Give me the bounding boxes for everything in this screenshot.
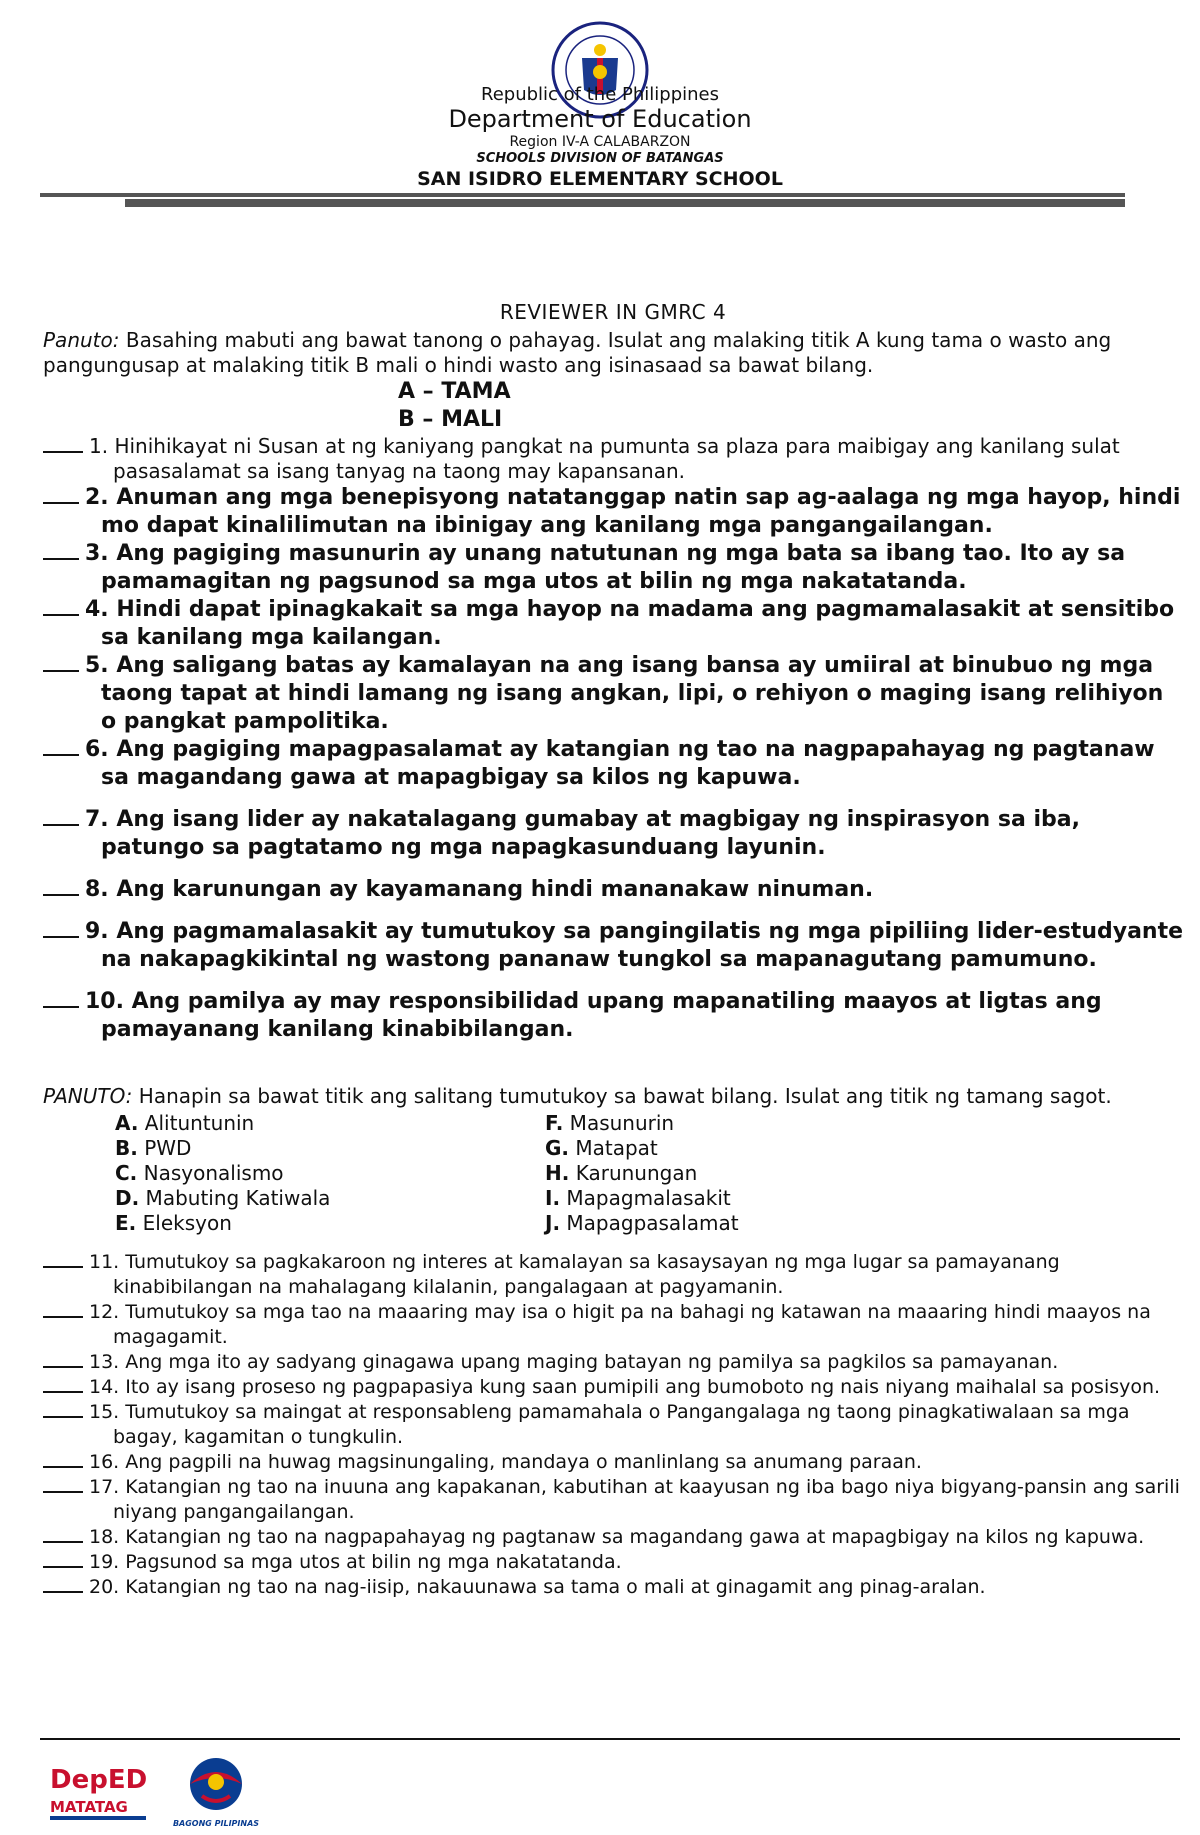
question-item: 5. Ang saligang batas ay kamalayan na ang isang bansa ay umiiral at binubuo ng mga taong tapat at hindi lamang ng isang angkan, lipi, o rehiyon o maging isang relihiyon o pangkat pampolitika. (43, 652, 1183, 736)
answer-blank[interactable] (43, 670, 79, 672)
question-item: 1. Hinihikayat ni Susan at ng kaniyang pangkat na pumunta sa plaza para maibigay ang kanilang sulat pasasalamat sa isang tanyag na taong may kapansanan. (43, 434, 1183, 484)
answer-blank[interactable] (43, 1266, 83, 1268)
question-item: 10. Ang pamilya ay may responsibilidad upang mapanatiling maayos at ligtas ang pamayanang kanilang kinabibilangan. (43, 988, 1183, 1044)
region-line: Region IV-A CALABARZON (509, 134, 691, 150)
question-item: 8. Ang karunungan ay kayamanang hindi mananakaw ninuman. (43, 876, 1183, 904)
question-item: 19. Pagsunod sa mga utos at bilin ng mga nakatatanda. (43, 1550, 1183, 1575)
choice-item: F. Masunurin (545, 1111, 675, 1135)
question-item: 13. Ang mga ito ay sadyang ginagawa upang maging batayan ng pamilya sa pagkilos sa pamayanan. (43, 1350, 1183, 1375)
matatag-text: MATATAG (50, 1798, 128, 1816)
answer-blank[interactable] (43, 1591, 83, 1593)
choice-item: H. Karunungan (545, 1161, 698, 1185)
question-item: 12. Tumutukoy sa mga tao na maaaring may isa o higit pa na bahagi ng katawan na maaaring hindi maayos na magagamit. (43, 1300, 1183, 1350)
choice-item: J. Mapagpasalamat (545, 1211, 739, 1235)
answer-blank[interactable] (43, 1541, 83, 1543)
question-item: 7. Ang isang lider ay nakatalagang gumabay at magbigay ng inspirasyon sa iba, patungo sa pagtatamo ng mga napagkasunduang layunin. (43, 806, 1183, 862)
answer-blank[interactable] (43, 1491, 83, 1493)
choice-item: G. Matapat (545, 1136, 658, 1160)
division-line: SCHOOLS DIVISION OF BATANGAS (476, 151, 724, 166)
republic-line: Republic of the Philippines (481, 84, 719, 105)
answer-blank[interactable] (43, 936, 79, 938)
deped-logo-text: DepED (50, 1765, 148, 1795)
header-divider (40, 193, 1125, 197)
legend-b: B – MALI (398, 407, 503, 432)
question-item: 3. Ang pagiging masunurin ay unang natutunan ng mga bata sa ibang tao. Ito ay sa pamamagitan ng pagsunod sa mga utos at bilin ng mga nakatatanda. (43, 540, 1183, 596)
instruction-text: Hanapin sa bawat titik ang salitang tumutukoy sa bawat bilang. Isulat ang titik ng tamang sagot. (132, 1084, 1112, 1108)
question-item: 2. Anuman ang mga benepisyong natatanggap natin sap ag-aalaga ng mga hayop, hindi mo dapat kinalilimutan na ibinigay ang kanilang mga pangangailangan. (43, 484, 1183, 540)
answer-blank[interactable] (43, 1466, 83, 1468)
answer-blank[interactable] (43, 1006, 79, 1008)
answer-blank[interactable] (43, 894, 79, 896)
department-line: Department of Education (448, 105, 752, 133)
answer-blank[interactable] (43, 824, 79, 826)
page-title: REVIEWER IN GMRC 4 (499, 300, 727, 324)
question-item: 4. Hindi dapat ipinagkakait sa mga hayop na madama ang pagmamalasakit at sensitibo sa kanilang mga kailangan. (43, 596, 1183, 652)
answer-blank[interactable] (43, 558, 79, 560)
instruction-part1 (43, 328, 1183, 378)
part1-items (43, 434, 1183, 1044)
answer-legend (398, 378, 1183, 434)
part2-items (43, 1250, 1183, 1600)
choice-item: I. Mapagmalasakit (545, 1186, 731, 1210)
footer-divider (40, 1738, 1180, 1740)
answer-blank[interactable] (43, 614, 79, 616)
instruction-label: Panuto: (43, 328, 120, 352)
deped-matatag-logo (48, 1758, 156, 1824)
question-item: 9. Ang pagmamalasakit ay tumutukoy sa pangingilatis ng mga pipiliing lider-estudyante na nakapagkikintal ng wastong pananaw tungkol sa mapanagutang pamumuno. (43, 918, 1183, 974)
bagong-pilipinas-logo (172, 1752, 260, 1830)
legend-a: A – TAMA (398, 379, 511, 404)
instruction-label: PANUTO: (43, 1084, 133, 1108)
answer-blank[interactable] (43, 754, 79, 756)
answer-blank[interactable] (43, 1416, 83, 1418)
school-line: SAN ISIDRO ELEMENTARY SCHOOL (417, 168, 783, 190)
choice-item: A. Alituntunin (115, 1111, 255, 1135)
question-item: 18. Katangian ng tao na nagpapahayag ng pagtanaw sa magandang gawa at mapagbigay na kilos ng kapuwa. (43, 1525, 1183, 1550)
choice-item: C. Nasyonalismo (115, 1161, 284, 1185)
answer-blank[interactable] (43, 451, 83, 453)
question-item: 20. Katangian ng tao na nag-iisip, nakauunawa sa tama o mali at ginagamit ang pinag-aralan. (43, 1575, 1183, 1600)
question-item: 11. Tumutukoy sa pagkakaroon ng interes at kamalayan sa kasaysayan ng mga lugar sa pamayanang kinabibilangan na mahalagang kilalanin, pangalagaan at pagyamanin. (43, 1250, 1183, 1300)
answer-blank[interactable] (43, 1566, 83, 1568)
question-item: 16. Ang pagpili na huwag magsinungaling, mandaya o manlinlang sa anumang paraan. (43, 1450, 1183, 1475)
choice-item: B. PWD (115, 1136, 192, 1160)
answer-blank[interactable] (43, 1366, 83, 1368)
choice-item: E. Eleksyon (115, 1211, 232, 1235)
answer-blank[interactable] (43, 1391, 83, 1393)
answer-blank[interactable] (43, 1316, 83, 1318)
instruction-text: Basahing mabuti ang bawat tanong o pahayag. Isulat ang malaking titik A kung tama o wasto ang pangungusap at malaking titik B mali o hindi wasto ang isinasaad sa bawat bilang. (43, 328, 1112, 377)
choices-list (115, 1111, 1183, 1236)
reviewer-content (43, 300, 1183, 1600)
choice-item: D. Mabuting Katiwala (115, 1186, 331, 1210)
question-item: 6. Ang pagiging mapagpasalamat ay katangian ng tao na nagpapahayag ng pagtanaw sa magandang gawa at mapagbigay sa kilos ng kapuwa. (43, 736, 1183, 792)
bagong-pilipinas-text: BAGONG PILIPINAS (172, 1819, 260, 1828)
question-item: 17. Katangian ng tao na inuuna ang kapakanan, kabutihan at kaayusan ng iba bago niya bigyang-pansin ang sarili niyang pangangailangan. (43, 1475, 1183, 1525)
header-divider-thick (125, 199, 1125, 207)
question-item: 14. Ito ay isang proseso ng pagpapasiya kung saan pumipili ang bumoboto ng nais niyang maihalal sa posisyon. (43, 1375, 1183, 1400)
question-item: 15. Tumutukoy sa maingat at responsableng pamamahala o Pangangalaga ng taong pinagkatiwalaan sa mga bagay, kagamitan o tungkulin. (43, 1400, 1183, 1450)
answer-blank[interactable] (43, 502, 79, 504)
instruction-part2 (43, 1084, 1183, 1109)
